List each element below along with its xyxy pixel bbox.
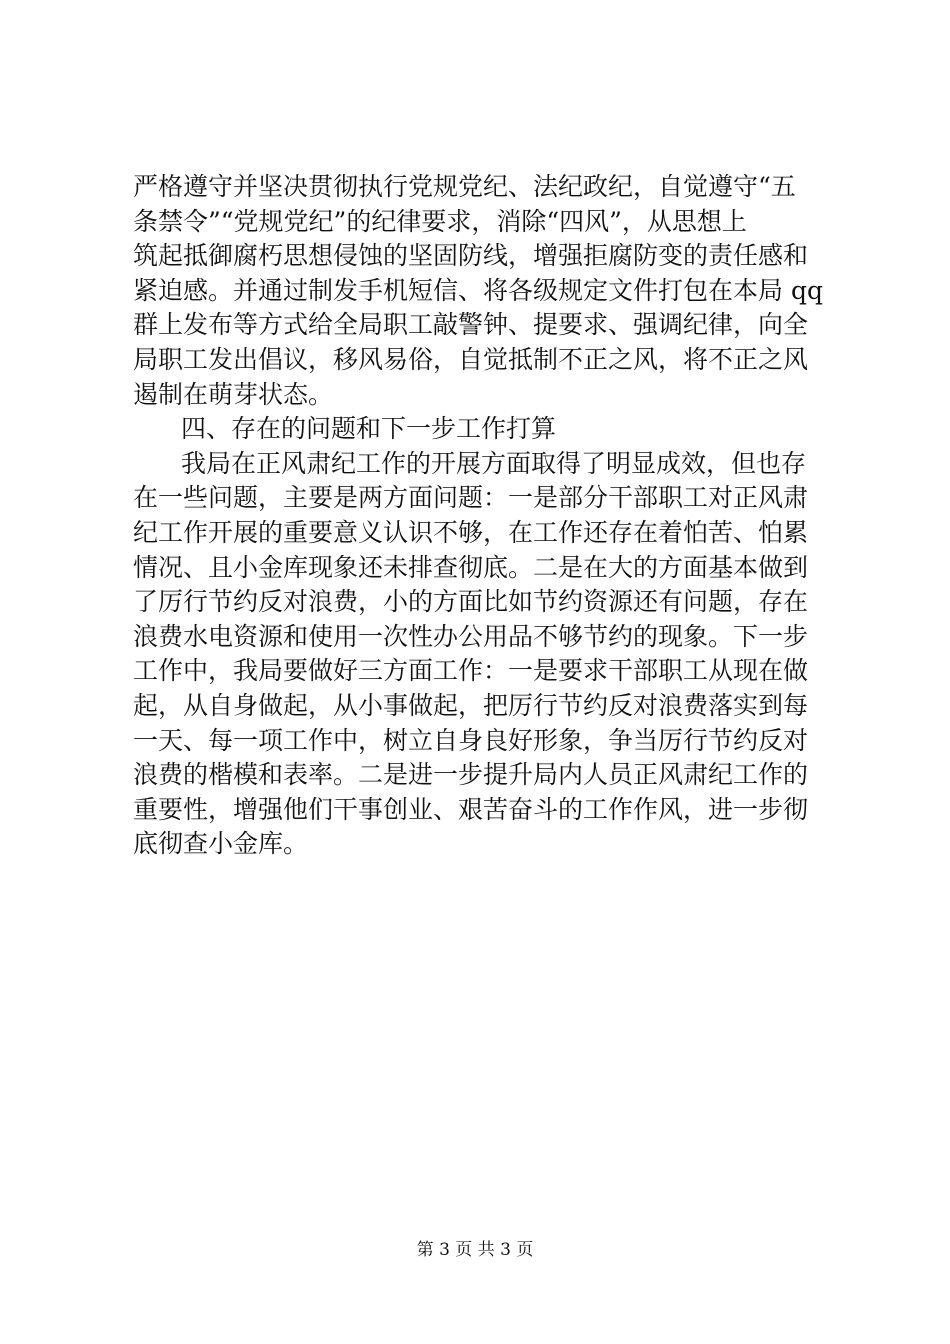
body-line: 情况、且小金库现象还未排查彻底。二是在大的方面基本做到: [133, 552, 809, 582]
body-line: 纪工作开展的重要意义认识不够，在工作还存在着怕苦、怕累: [133, 517, 809, 547]
body-line: 局职工发出倡议，移风易俗，自觉抵制不正之风，将不正之风: [133, 344, 809, 374]
document-body: [133, 170, 823, 862]
body-line: 一天、每一项工作中，树立自身良好形象，争当厉行节约反对: [133, 725, 809, 755]
body-line: 底彻查小金库。: [133, 829, 309, 859]
body-line: 在一些问题，主要是两方面问题：一是部分干部职工对正风肃: [133, 483, 809, 513]
body-line: 群上发布等方式给全局职工敲警钟、提要求、强调纪律，向全: [133, 310, 809, 340]
body-line: 遏制在萌芽状态。: [133, 379, 334, 409]
body-line: 工作中，我局要做好三方面工作：一是要求干部职工从现在做: [133, 656, 809, 686]
body-line: 重要性，增强他们干事创业、艰苦奋斗的工作作风，进一步彻: [133, 794, 809, 824]
body-line: 了厉行节约反对浪费，小的方面比如节约资源还有问题，存在: [133, 587, 809, 617]
body-line: 我局在正风肃纪工作的开展方面取得了明显成效，但也存: [181, 448, 807, 478]
body-line: 紧迫感。并通过制发手机短信、将各级规定文件打包在本局 qq: [133, 275, 823, 305]
body-line: 起，从自身做起，从小事做起，把厉行节约反对浪费落实到每: [133, 690, 809, 720]
body-line: 条禁令”“党规党纪”的纪律要求，消除“四风”，从思想上: [133, 206, 747, 236]
section-heading: 四、存在的问题和下一步工作打算: [181, 414, 557, 444]
body-line: 严格遵守并坚决贯彻执行党规党纪、法纪政纪，自觉遵守“五: [133, 172, 796, 201]
body-line: 筑起抵御腐朽思想侵蚀的坚固防线，增强拒腐防变的责任感和: [133, 241, 809, 271]
body-line: 浪费水电资源和使用一次性办公用品不够节约的现象。下一步: [133, 621, 809, 651]
body-line: 浪费的楷模和表率。二是进一步提升局内人员正风肃纪工作的: [133, 760, 809, 790]
page-number-footer: 第 3 页 共 3 页: [416, 1240, 534, 1260]
